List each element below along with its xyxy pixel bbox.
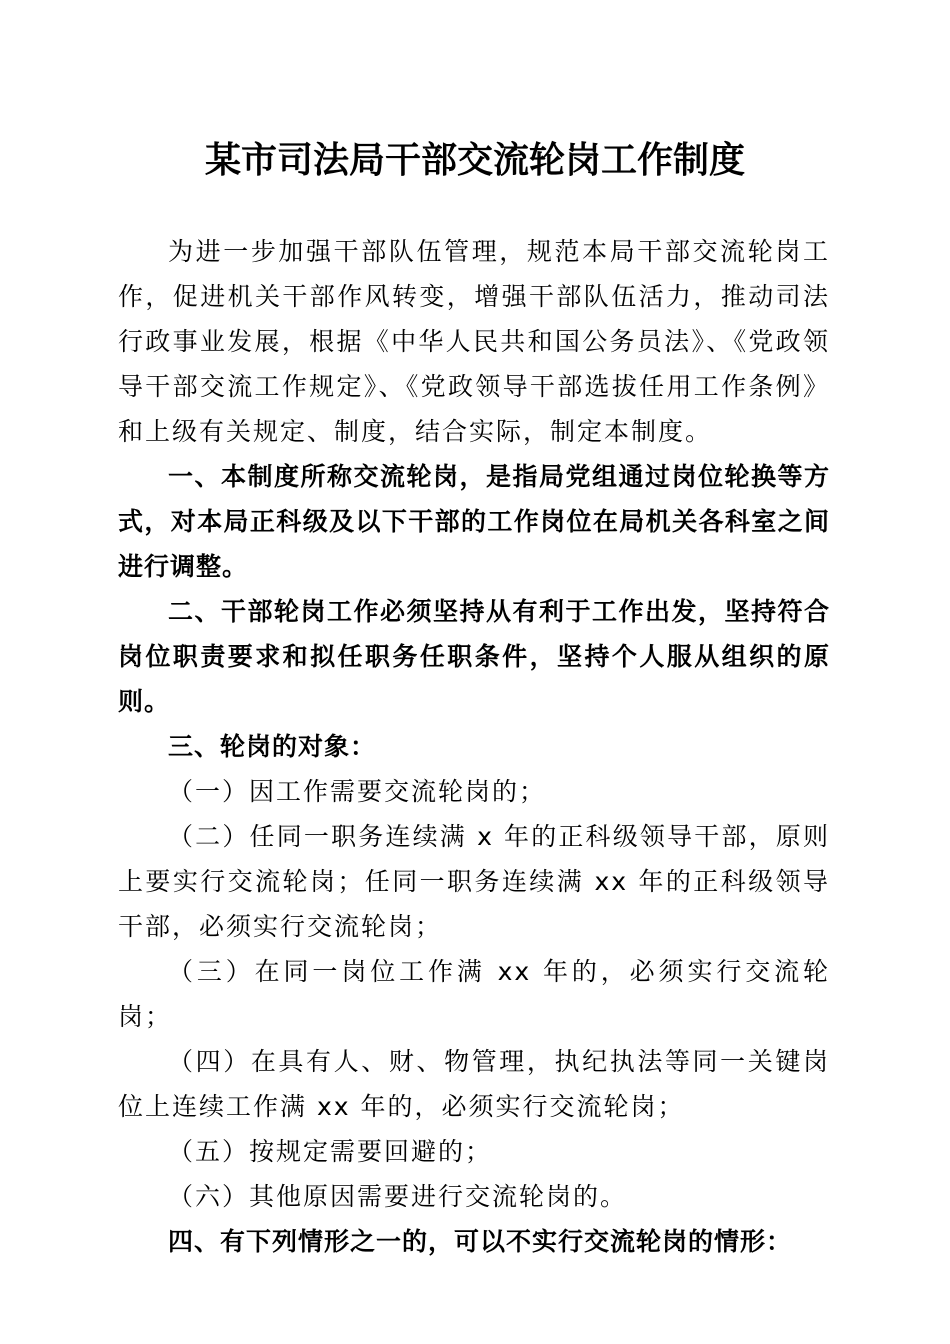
paragraph-article-1: 一、本制度所称交流轮岗，是指局党组通过岗位轮换等方式，对本局正科级及以下干部的工作岗位在局机关各科室之间进行调整。: [118, 462, 830, 581]
list-item-6: （六）其他原因需要进行交流轮岗的。: [168, 1182, 628, 1211]
list-item-2: （二）任同一职务连续满 x 年的正科级领导干部，原则上要实行交流轮岗；任同一职务连续满 xx 年的正科级领导干部，必须实行交流轮岗；: [118, 822, 830, 941]
paragraph-intro: 为进一步加强干部队伍管理，规范本局干部交流轮岗工作，促进机关干部作风转变，增强干部队伍活力，推动司法行政事业发展，根据《中华人民共和国公务员法》、《党政领导干部交流工作规定》、《党政领导干部选拔任用工作条例》和上级有关规定、制度，结合实际，制定本制度。: [118, 237, 830, 446]
document-title: 某市司法局干部交流轮岗工作制度: [204, 139, 745, 181]
list-item-5: （五）按规定需要回避的；: [168, 1137, 493, 1166]
list-item-1: （一）因工作需要交流轮岗的；: [168, 777, 547, 806]
document-body: [118, 229, 830, 1264]
paragraph-article-4: 四、有下列情形之一的，可以不实行交流轮岗的情形：: [168, 1227, 793, 1256]
paragraph-article-2: 二、干部轮岗工作必须坚持从有利于工作出发，坚持符合岗位职责要求和拟任职务任职条件，坚持个人服从组织的原则。: [118, 597, 830, 716]
paragraph-article-3: 三、轮岗的对象：: [168, 732, 377, 761]
list-item-4: （四）在具有人、财、物管理，执纪执法等同一关键岗位上连续工作满 xx 年的，必须实行交流轮岗；: [118, 1047, 830, 1121]
list-item-3: （三）在同一岗位工作满 xx 年的，必须实行交流轮岗；: [118, 957, 830, 1031]
